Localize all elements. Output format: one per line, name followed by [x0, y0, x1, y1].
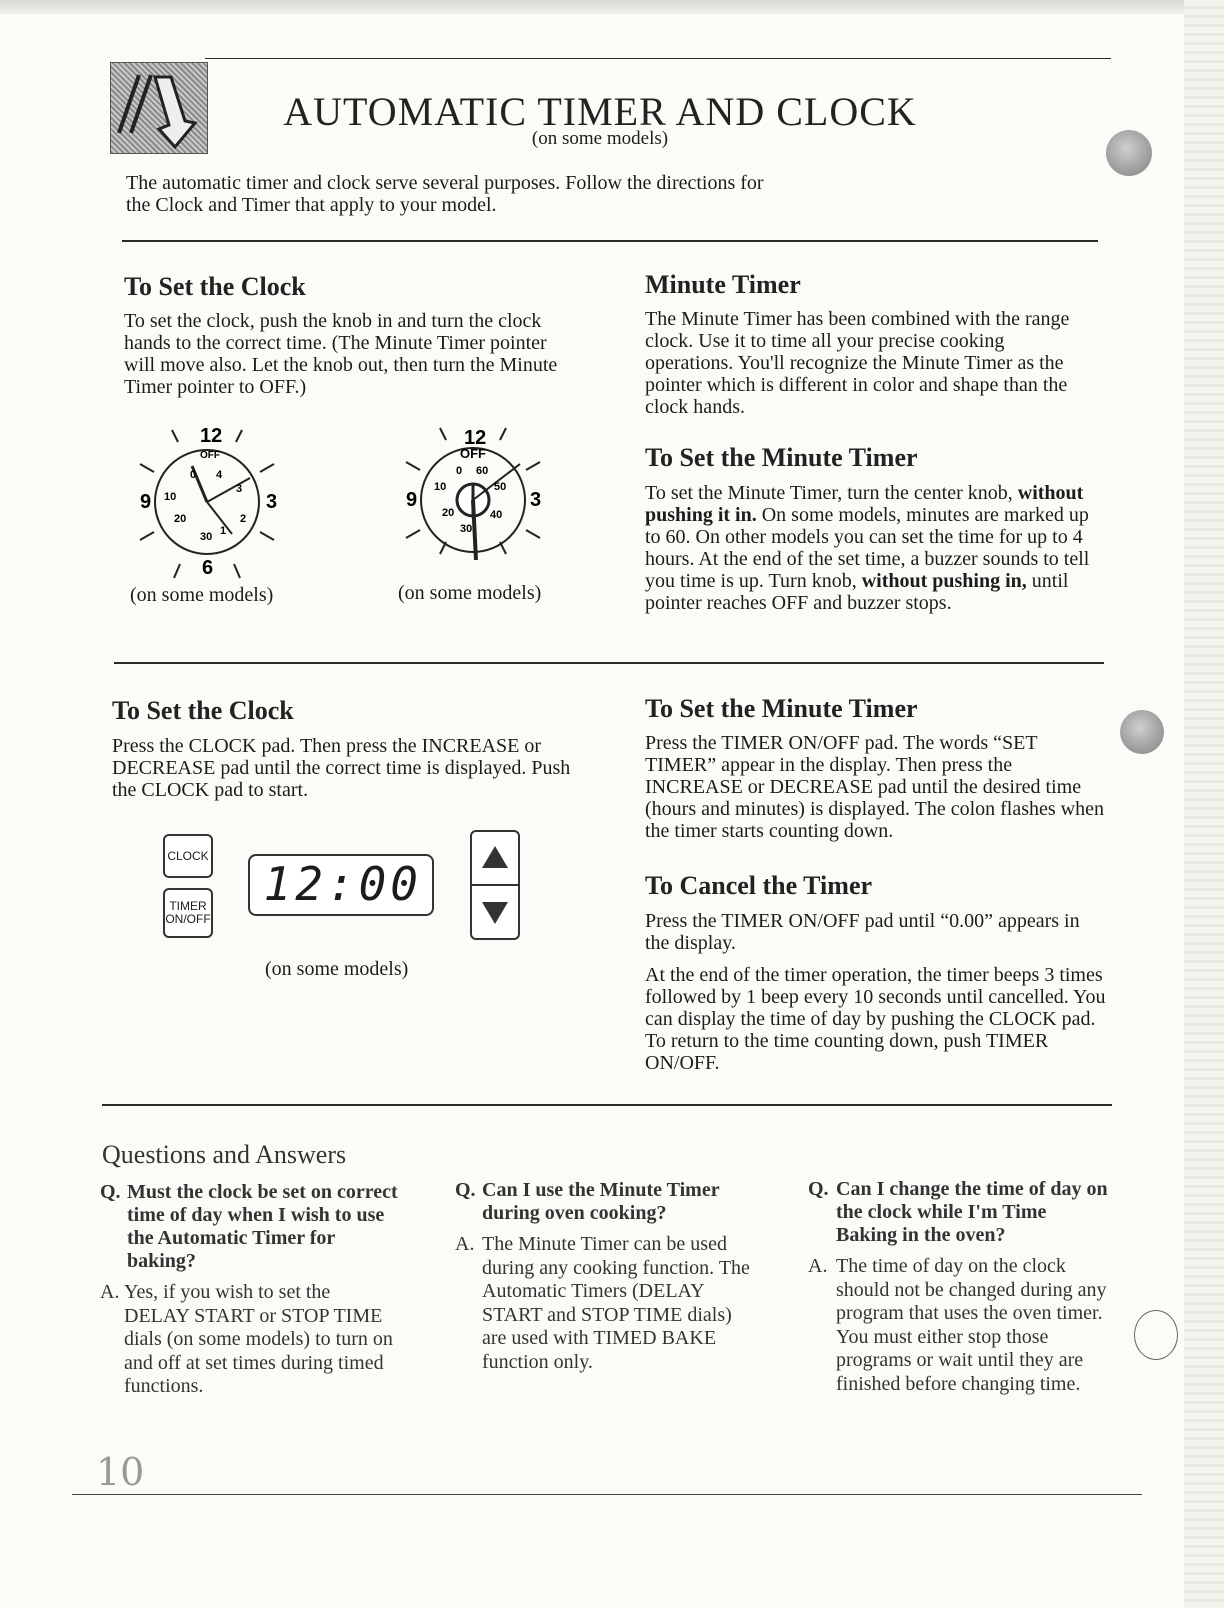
increase-arrow-icon	[482, 846, 508, 868]
dial2-timer-50: 50	[494, 481, 507, 493]
analog-dial-4hr	[132, 422, 282, 582]
binder-hole-bottom	[1134, 1310, 1178, 1360]
dial2-timer-60: 60	[476, 465, 489, 477]
heading-set-minute-timer-2: To Set the Minute Timer	[645, 694, 918, 723]
qa-1-answer: A. Yes, if you wish to set the DELAY START or STOP TIME dials (on some models) to turn on and off at set times during timed functions.	[100, 1281, 393, 1397]
logo-box	[110, 62, 208, 154]
dial2-timer-40: 40	[490, 509, 503, 521]
set-clock-2-text: Press the CLOCK pad. Then press the INCREASE or DECREASE pad until the correct time is displayed. Push the CLOCK pad to start.	[112, 735, 571, 801]
dial1-timer-3: 3	[236, 483, 243, 495]
dial1-timer-20: 20	[174, 513, 187, 525]
timer-onoff-pad: TIMER ON/OFF	[163, 888, 213, 938]
minute-timer-text: The Minute Timer has been combined with the range clock. Use it to time all your precise cooking operations. You'll recognize the Minute Timer as the pointer which is different in color and shape than the clock hands.	[645, 308, 1070, 418]
qa-heading: Questions and Answers	[102, 1140, 347, 1169]
dial1-timer-2: 2	[240, 513, 247, 525]
dial2-hour-3: 3	[530, 489, 542, 511]
dial1-timer-10: 10	[164, 491, 177, 503]
dial2-timer-20: 20	[442, 507, 455, 519]
heading-set-clock-2: To Set the Clock	[112, 696, 294, 725]
dial1-timer-1: 1	[220, 525, 227, 537]
set-minute-timer-2-text: Press the TIMER ON/OFF pad. The words “SET TIMER” appear in the display. Then press the INCREASE or DECREASE pad until the desired time (hours and minutes) is displayed. The colon flashes when the timer starts counting down.	[645, 732, 1104, 842]
divider-1	[122, 240, 1098, 242]
increase-decrease-pad	[470, 830, 520, 940]
decrease-arrow-icon	[482, 902, 508, 924]
page-subtitle: (on some models)	[531, 128, 669, 149]
heading-cancel-timer: To Cancel the Timer	[645, 871, 873, 900]
qa-item-2	[455, 1179, 755, 1374]
qa-1-question: Q. Must the clock be set on correct time of day when I wish to use the Automatic Timer for baking?	[100, 1181, 398, 1272]
qa-2-answer: A. The Minute Timer can be used during any cooking function. The Automatic Timers (DELAY START and STOP TIME dials) are used with TIMED BAKE function only.	[455, 1233, 750, 1373]
heading-set-minute-timer-1: To Set the Minute Timer	[645, 443, 918, 472]
dial2-timer-30: 30	[460, 523, 473, 535]
dial1-hour-6: 6	[202, 557, 214, 579]
cancel-timer-text-1: Press the TIMER ON/OFF pad until “0.00” appears in the display.	[645, 910, 1080, 954]
dial2-hour-12: 12	[464, 427, 487, 449]
set-clock-1-text: To set the clock, push the knob in and turn the clock hands to the correct time. (The Minute Timer pointer will move also. Let the knob out, then turn the Minute Timer pointer to OFF.)	[124, 310, 558, 398]
analog-dial-60min	[398, 420, 548, 580]
dial1-timer-4: 4	[216, 469, 223, 481]
dial1-timer-30: 30	[200, 531, 213, 543]
dial2-timer-0: 0	[456, 465, 463, 477]
scan-right-edge	[1184, 0, 1224, 1608]
heading-set-clock-1: To Set the Clock	[124, 272, 306, 301]
page-number: 10	[96, 1450, 145, 1494]
dial2-caption: (on some models)	[398, 582, 542, 604]
qa-item-3	[808, 1178, 1108, 1396]
qa-3-question: Q. Can I change the time of day on the clock while I'm Time Baking in the oven?	[808, 1178, 1108, 1246]
dial2-off-label: OFF	[460, 446, 486, 461]
increase-decrease-arrows	[472, 832, 518, 938]
qa-item-1	[100, 1181, 400, 1399]
dial1-caption: (on some models)	[130, 584, 274, 606]
qa-3-answer: A. The time of day on the clock should not be changed during any program that uses the oven timer. You must either stop those programs or wait until they are finished before changing time.	[808, 1255, 1107, 1395]
dial1-timer-0: 0	[190, 469, 197, 481]
header-top-rule	[205, 58, 1111, 59]
dial2-timer-10: 10	[434, 481, 447, 493]
digital-display: 12:00	[248, 854, 434, 916]
dial1-off-label: OFF	[200, 450, 220, 461]
cancel-timer-text-2: At the end of the timer operation, the timer beeps 3 times followed by 1 beep every 10 seconds until cancelled. You can display the time of day by pushing the CLOCK pad. To return to the time counting down, push TIMER ON/OFF.	[645, 964, 1106, 1074]
hand-arrow-icon	[111, 63, 207, 153]
binder-hole-top	[1106, 130, 1152, 176]
set-minute-timer-1-text: To set the Minute Timer, turn the center knob, without pushing it in. On some models, minutes are marked up to 60. On other models you can set the time for up to 4 hours. At the end of the set time, a buzzer sounds to tell you time is up. Turn knob, without pushing in, until pointer reaches OFF and buzzer stops.	[645, 482, 1090, 614]
intro-text: The automatic timer and clock serve several purposes. Follow the directions for the Clock and Timer that apply to your model.	[126, 172, 764, 216]
dial1-hour-9: 9	[140, 491, 152, 513]
dial1-hour-12: 12	[200, 425, 223, 447]
footer-rule	[72, 1494, 1142, 1495]
dial1-minute-hand	[207, 478, 250, 502]
page-title: AUTOMATIC TIMER AND CLOCK	[283, 89, 917, 134]
pad-caption: (on some models)	[265, 958, 409, 980]
dial1-hour-3: 3	[266, 491, 278, 513]
binder-hole-middle	[1120, 710, 1164, 754]
heading-minute-timer: Minute Timer	[645, 270, 801, 299]
clock-pad: CLOCK	[163, 834, 213, 878]
scan-top-band	[0, 0, 1224, 14]
qa-2-question: Q. Can I use the Minute Timer during oven cooking?	[455, 1179, 720, 1224]
dial2-hour-9: 9	[406, 489, 418, 511]
divider-2	[114, 662, 1104, 664]
divider-3	[102, 1104, 1112, 1106]
